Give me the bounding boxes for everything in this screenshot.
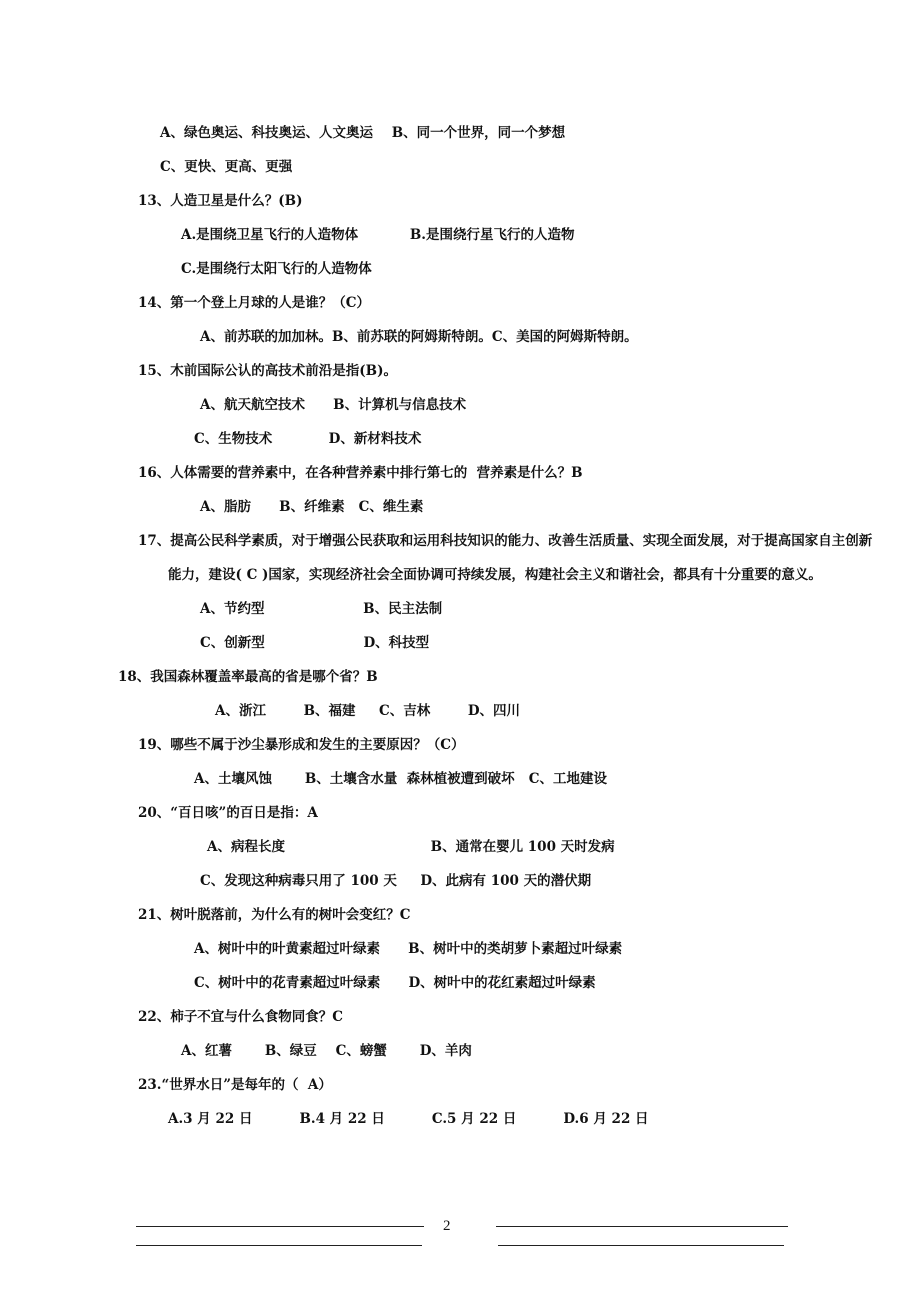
q21-options-ab: A、树叶中的叶黄素超过叶绿素 B、树叶中的类胡萝卜素超过叶绿素 [194, 941, 623, 957]
q13-options-ab: A.是围绕卫星飞行的人造物体 B.是围绕行星飞行的人造物 [181, 227, 575, 243]
q17-question-line2: 能力，建设( C )国家，实现经济社会全面协调可持续发展，构建社会主义和谐社会，都具有十分重要的意义。 [168, 567, 822, 583]
q23-question: 23.“世界水日”是每年的（ A） [138, 1077, 332, 1093]
q15-options-cd: C、生物技术 D、新材料技术 [194, 431, 422, 447]
q14-options: A、前苏联的加加林。B、前苏联的阿姆斯特朗。C、美国的阿姆斯特朗。 [200, 329, 638, 345]
q12-options-ab: A、绿色奥运、科技奥运、人文奥运 B、同一个世界，同一个梦想 [160, 125, 566, 141]
q15-options-ab: A、航天航空技术 B、计算机与信息技术 [200, 397, 467, 413]
q21-options-cd: C、树叶中的花青素超过叶绿素 D、树叶中的花红素超过叶绿素 [194, 975, 596, 991]
q17-question-line1: 17、提高公民科学素质，对于增强公民获取和运用科技知识的能力、改善生活质量、实现全面发展，对于提高国家自主创新 [138, 533, 873, 549]
q12-option-c: C、更快、更高、更强 [160, 159, 293, 175]
q19-options: A、土壤风蚀 B、土壤含水量 森林植被遭到破坏 C、工地建设 [194, 771, 608, 787]
footer-rule-left-bottom [136, 1245, 422, 1246]
q21-question: 21、树叶脱落前，为什么有的树叶会变红？C [138, 907, 411, 923]
q16-question: 16、人体需要的营养素中，在各种营养素中排行第七的 营养素是什么？B [138, 465, 583, 481]
q23-options: A.3 月 22 日 B.4 月 22 日 C.5 月 22 日 D.6 月 22 日 [168, 1111, 649, 1127]
q18-options: A、浙江 B、福建 C、吉林 D、四川 [215, 703, 521, 719]
q15-question: 15、木前国际公认的高技术前沿是指(B)。 [138, 363, 397, 379]
q20-options-cd: C、发现这种病毒只用了 100 天 D、此病有 100 天的潜伏期 [200, 873, 592, 889]
q13-question: 13、人造卫星是什么？(B) [138, 193, 303, 209]
q22-options: A、红薯 B、绿豆 C、螃蟹 D、羊肉 [181, 1043, 472, 1059]
q14-question: 14、第一个登上月球的人是谁？（C） [138, 295, 371, 311]
q17-options-ab: A、节约型 B、民主法制 [200, 601, 443, 617]
q16-options: A、脂肪 B、纤维素 C、维生素 [200, 499, 424, 515]
q20-options-ab: A、病程长度 B、通常在婴儿 100 天时发病 [207, 839, 615, 855]
q17-options-cd: C、创新型 D、科技型 [200, 635, 430, 651]
page-number: 2 [443, 1218, 451, 1234]
footer-rule-right-top [496, 1226, 788, 1227]
q20-question: 20、“百日咳”的百日是指：A [138, 805, 318, 821]
footer-rule-right-bottom [498, 1245, 784, 1246]
q13-option-c: C.是围绕行太阳飞行的人造物体 [181, 261, 372, 277]
q18-question: 18、我国森林覆盖率最高的省是哪个省？B [118, 669, 378, 685]
footer-rule-left-top [136, 1226, 424, 1227]
q19-question: 19、哪些不属于沙尘暴形成和发生的主要原因？（C） [138, 737, 465, 753]
q22-question: 22、柿子不宜与什么食物同食？C [138, 1009, 344, 1025]
